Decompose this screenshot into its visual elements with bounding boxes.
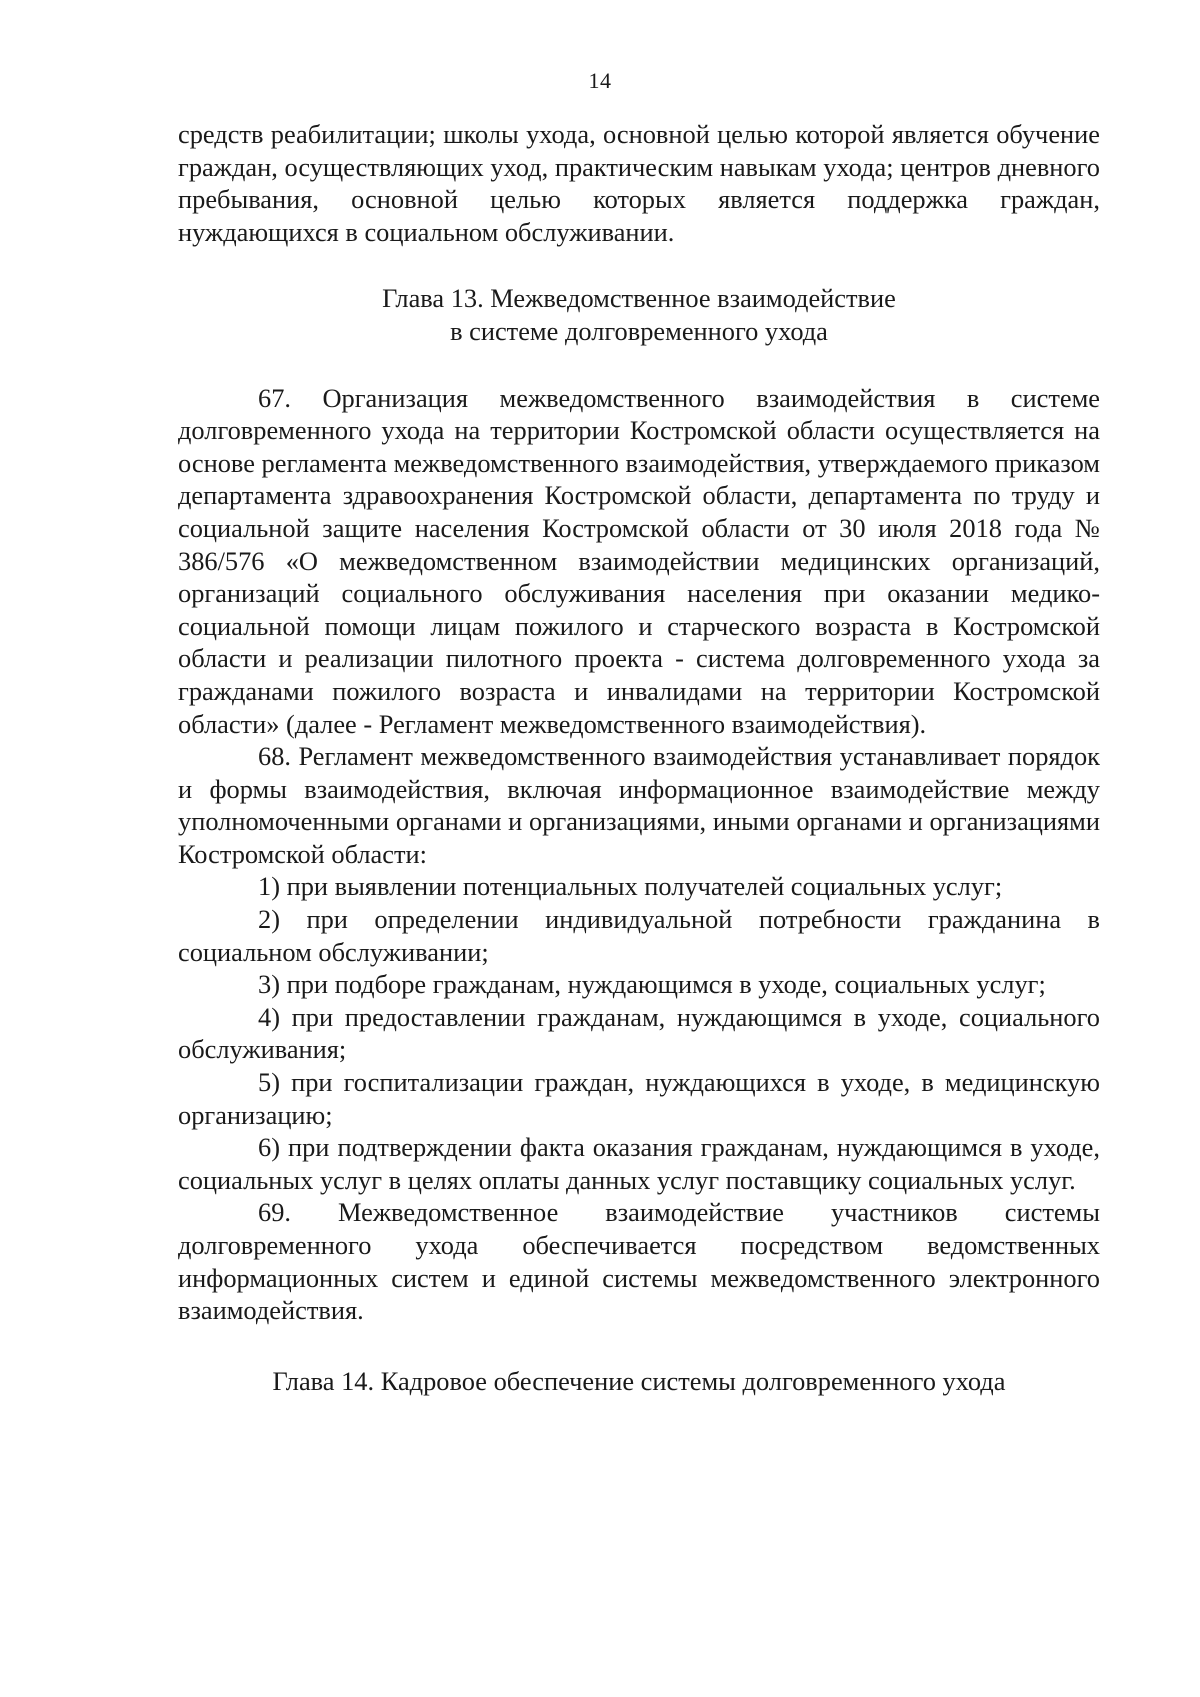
chapter-14-heading: Глава 14. Кадровое обеспечение системы долговременного ухода [272, 1365, 1006, 1396]
list-item: 1) при выявлении потенциальных получателей социальных услуг; [258, 871, 1003, 902]
page-number: 14 [588, 68, 612, 93]
paragraph-68: 68. Регламент межведомственного взаимодействия устанавливает порядок и формы взаимодействия, включая информационное взаимодействие между уполномоченными органами и организациями, иными органами и организациями Костромской области: [178, 741, 1100, 869]
document-body [178, 118, 1100, 1397]
paragraph-69: 69. Межведомственное взаимодействие участников системы долговременного ухода обеспечивается посредством ведомственных информационных систем и единой системы межведомственного электронного взаимодействия. [178, 1197, 1100, 1326]
chapter-13-title-line2: в системе долговременного ухода [450, 315, 828, 346]
list-item: 3) при подборе гражданам, нуждающимся в уходе, социальных услуг; [258, 969, 1046, 1000]
list-item: 5) при госпитализации граждан, нуждающихся в уходе, в медицинскую организацию; [178, 1067, 1100, 1130]
paragraph-67: 67. Организация межведомственного взаимодействия в системе долговременного ухода на территории Костромской области осуществляется на основе регламента межведомственного взаимодействия, утверждаемого приказом департамента здравоохранения Костромской области, департамента по труду и социальной защите населения Костромской области от 30 июля 2018 года № 386/576 «О межведомственном взаимодействии медицинских организаций, организаций социального обслуживания населения при оказании медико-социальной помощи лицам пожилого и старческого возраста в Костромской области и реализации пилотного проекта - система долговременного ухода за гражданами пожилого возраста и инвалидами на территории Костромской области» (далее - Регламент межведомственного взаимодействия). [178, 382, 1100, 739]
list-item: 6) при подтверждении факта оказания гражданам, нуждающимся в уходе, социальных услуг в целях оплаты данных услуг поставщику социальных услуг. [178, 1132, 1100, 1195]
list-item: 2) при определении индивидуальной потребности гражданина в социальном обслуживании; [178, 904, 1100, 967]
chapter-13-heading [178, 282, 1100, 347]
chapter-13-title-line1: Глава 13. Межведомственное взаимодействие [382, 283, 896, 314]
list-item: 4) при предоставлении гражданам, нуждающимся в уходе, социального обслуживания; [178, 1001, 1100, 1065]
intro-paragraph: средств реабилитации; школы ухода, основной целью которой является обучение граждан, осуществляющих уход, практическим навыкам ухода; центров дневного пребывания, основной целью которых является поддержка граждан, нуждающихся в социальном обслуживании. [178, 119, 1100, 247]
